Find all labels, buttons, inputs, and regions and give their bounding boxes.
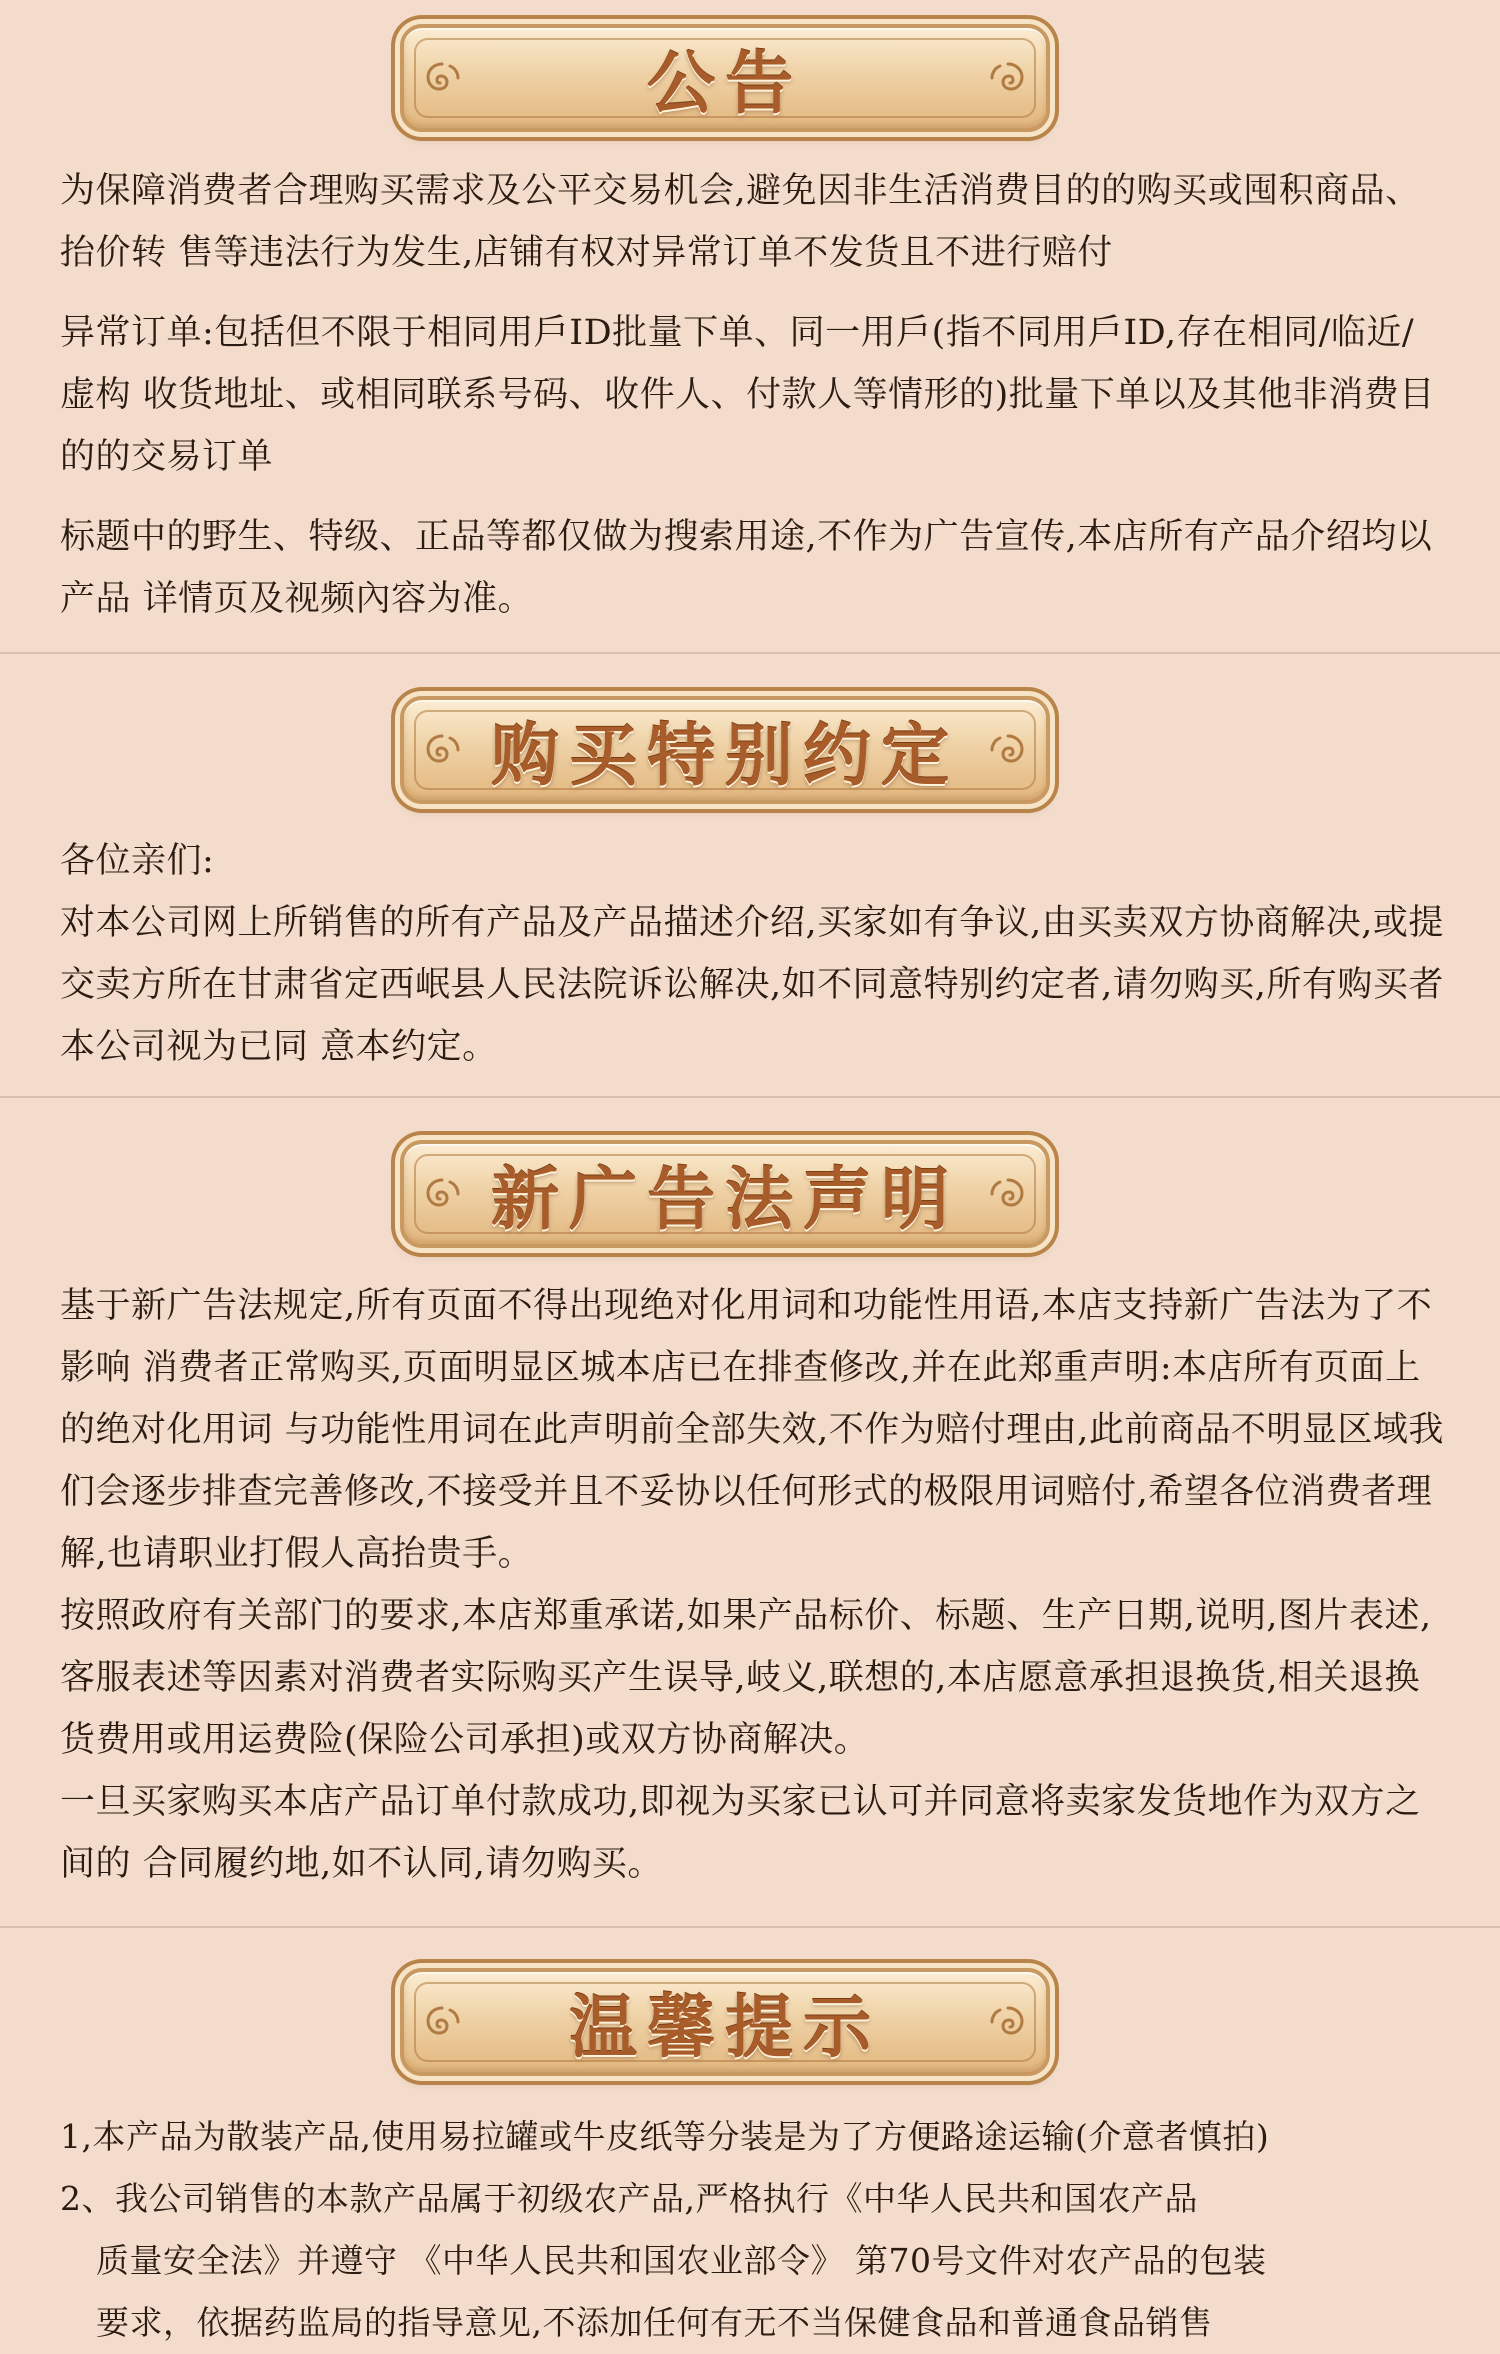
cloud-scroll-icon — [420, 728, 464, 772]
tips-item: 2、我公司销售的本款产品属于初级农产品,严格执行《中华人民共和国农产品 — [60, 2179, 1198, 2218]
tips-item: 质量安全法》并遵守 《中华人民共和国农业部令》 第70号文件对农产品的包装 — [96, 2241, 1267, 2280]
cloud-scroll-icon — [986, 56, 1030, 100]
cloud-scroll-icon — [986, 2000, 1030, 2044]
notice-paragraph: 为保障消费者合理购买需求及公平交易机会,避免因非生活消费目的的购买或囤积商品、抬价转 售等违法行为发生,店铺有权对异常订单不发货且不进行赔付 — [60, 171, 1421, 273]
ad-law-paragraph: 基于新广告法规定,所有页面不得出现绝对化用词和功能性用语,本店支持新广告法为了不影响 消费者正常购买,页面明显区城本店已在排查修改,并在此郑重声明:本店所有页面上的绝对化用词 与功能性用词在此声明前全部失效,不作为赔付理由,此前商品不明显区域我们会逐步排查完善修改,不接受并且不妥协以任何形式的极限用词赔付,希望各位消费者理解,也请职业打假人高抬贵手。 — [60, 1286, 1444, 1574]
cloud-scroll-icon — [986, 728, 1030, 772]
notice-title: 公告 — [646, 43, 803, 124]
ad-law-paragraph: 一旦买家购买本店产品订单付款成功,即视为买家已认可并同意将卖家发货地作为双方之间的 合同履约地,如不认同,请勿购买。 — [60, 1782, 1421, 1884]
notice-body — [60, 160, 1445, 630]
cloud-scroll-icon — [420, 2000, 464, 2044]
cloud-scroll-icon — [986, 1172, 1030, 1216]
ad-law-body — [60, 1275, 1445, 1895]
agreement-body — [60, 830, 1445, 1078]
ad-law-paragraph: 按照政府有关部门的要求,本店郑重承诺,如果产品标价、标题、生产日期,说明,图片表述,客服表述等因素对消费者实际购买产生误导,岐义,联想的,本店愿意承担退换货,相关退换货费用或用运费险(保险公司承担)或双方协商解决。 — [60, 1596, 1432, 1760]
ad-law-banner — [400, 1140, 1050, 1248]
tips-item: 要求，依据药监局的指导意见,不添加任何有无不当保健食品和普通食品销售 — [96, 2303, 1213, 2342]
tips-banner — [400, 1968, 1050, 2076]
tips-title: 温馨提示 — [568, 1987, 881, 2068]
tips-item: 1,本产品为散装产品,使用易拉罐或牛皮纸等分装是为了方便路途运输(介意者慎拍) — [60, 2117, 1270, 2156]
section-divider — [0, 1926, 1500, 1928]
agreement-title: 购买特别约定 — [490, 715, 959, 796]
ad-law-title: 新广告法声明 — [490, 1159, 959, 1240]
notice-paragraph: 标题中的野生、特级、正品等都仅做为搜索用途,不作为广告宣传,本店所有产品介绍均以产品 详情页及视频內容为准。 — [60, 517, 1433, 619]
agreement-paragraph: 对本公司网上所销售的所有产品及产品描述介绍,买家如有争议,由买卖双方协商解决,或提交卖方所在甘肃省定西岷县人民法院诉讼解决,如不同意特别约定者,请勿购买,所有购买者本公司视为已同 意本约定。 — [60, 903, 1444, 1067]
agreement-banner — [400, 696, 1050, 804]
notice-paragraph: 异常订单:包括但不限于相同用戶ID批量下单、同一用戶(指不同用戶ID,存在相同/临近/虚构 收货地址、或相同联系号码、收件人、付款人等情形的)批量下单以及其他非消费目的的交易订单 — [60, 313, 1435, 477]
cloud-scroll-icon — [420, 56, 464, 100]
agreement-paragraph: 各位亲们: — [60, 841, 215, 881]
section-divider — [0, 1096, 1500, 1098]
tips-body — [60, 2106, 1460, 2354]
cloud-scroll-icon — [420, 1172, 464, 1216]
section-divider — [0, 652, 1500, 654]
notice-banner — [400, 24, 1050, 132]
